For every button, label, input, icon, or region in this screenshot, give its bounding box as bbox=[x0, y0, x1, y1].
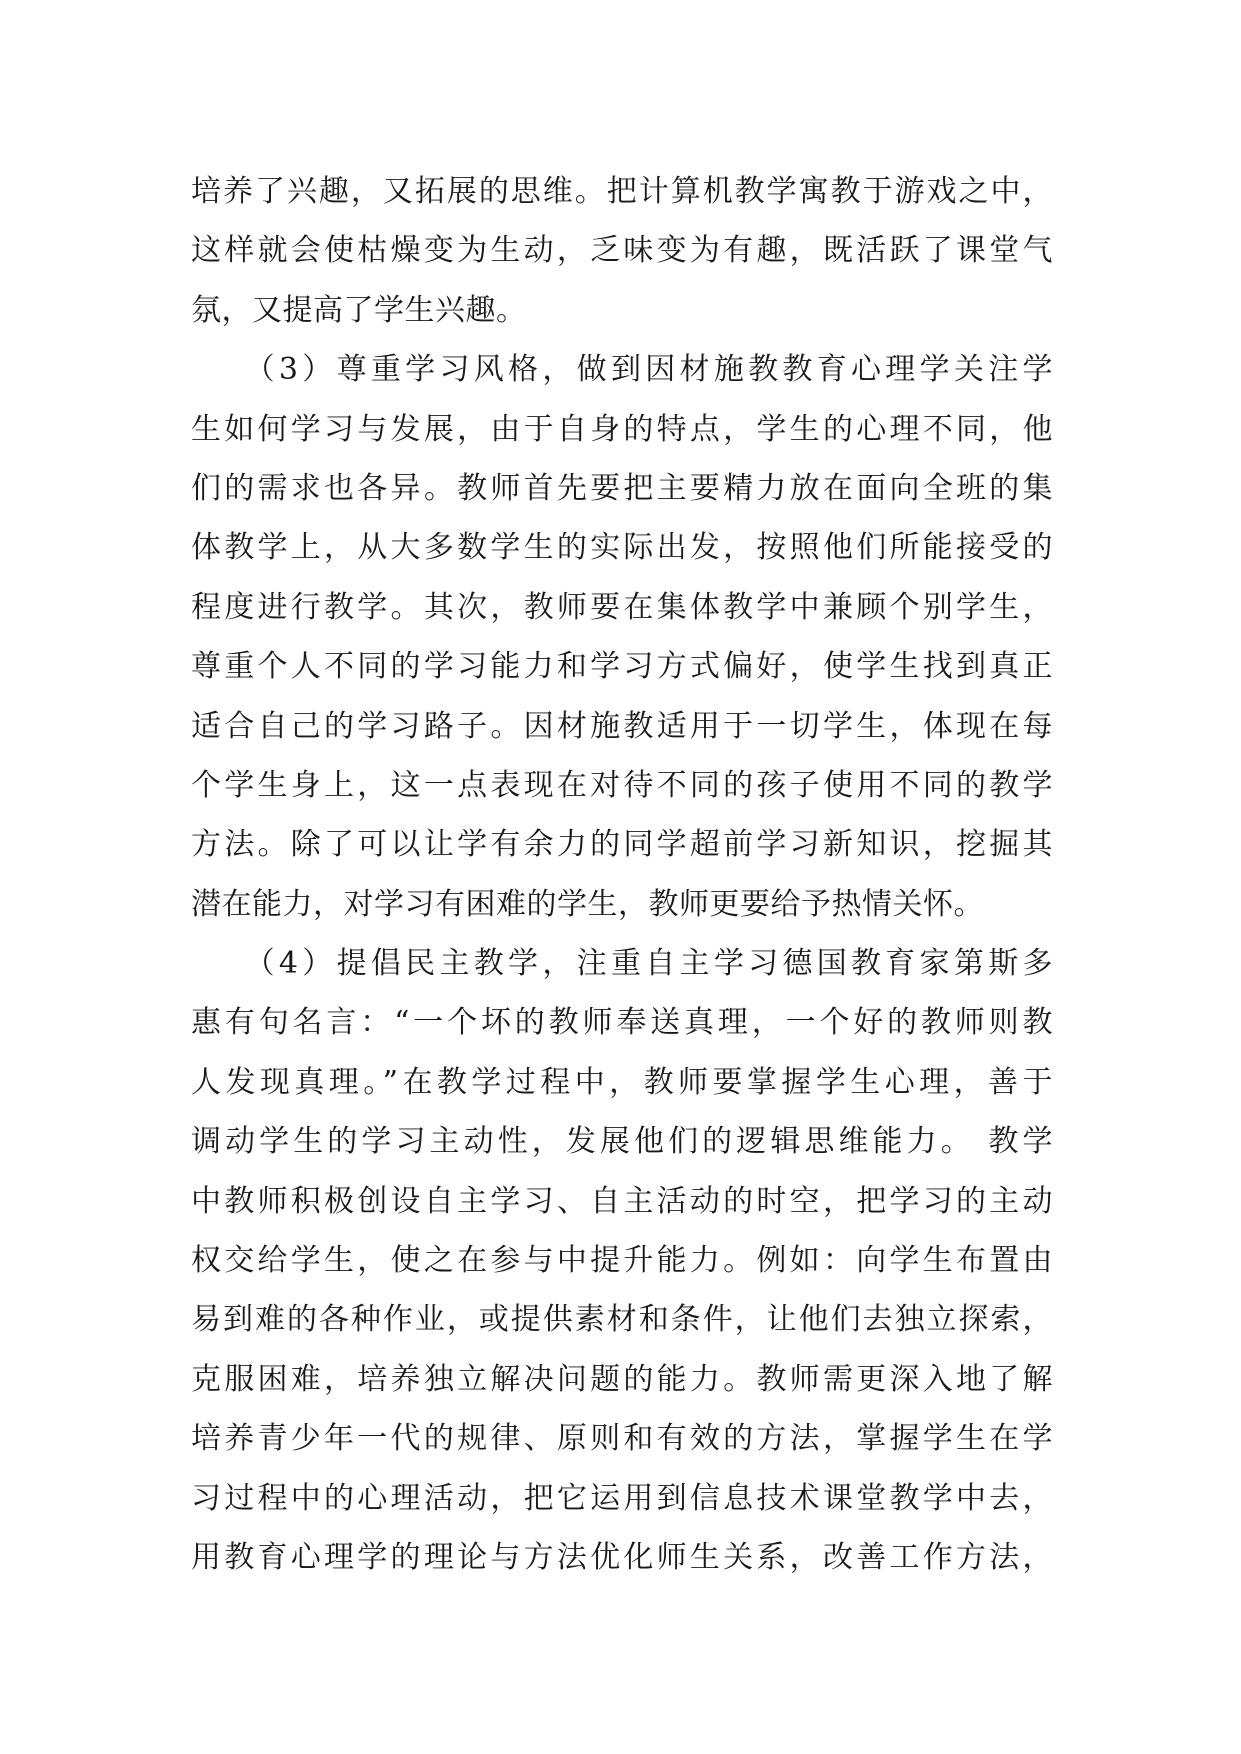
text-line: 用教育心理学的理论与方法优化师生关系，改善工作方法， bbox=[191, 1539, 1053, 1575]
text-line: 个学生身上，这一点表现在对待不同的孩子使用不同的教学 bbox=[191, 767, 1053, 803]
text-line: 易到难的各种作业，或提供素材和条件，让他们去独立探索， bbox=[191, 1302, 1053, 1338]
text-line: 们的需求也各异。教师首先要把主要精力放在面向全班的集 bbox=[191, 470, 1053, 506]
text-line: 权交给学生，使之在参与中提升能力。例如：向学生布置由 bbox=[191, 1243, 1053, 1279]
text-line: 潜在能力，对学习有困难的学生，教师更要给予热情关怀。 bbox=[191, 886, 984, 922]
text-line: 调动学生的学习主动性，发展他们的逻辑思维能力。 教学 bbox=[191, 1124, 1053, 1160]
text-line: 克服困难，培养独立解决问题的能力。教师需更深入地了解 bbox=[191, 1361, 1053, 1397]
text-line: （4）提倡民主教学，注重自主学习德国教育家第斯多 bbox=[191, 946, 1053, 982]
text-line: 惠有句名言：“一个坏的教师奉送真理，一个好的教师则教 bbox=[191, 1005, 1053, 1041]
text-line: 这样就会使枯燥变为生动，乏味变为有趣，既活跃了课堂气 bbox=[191, 233, 1053, 269]
text-line: 生如何学习与发展，由于自身的特点，学生的心理不同，他 bbox=[191, 411, 1053, 447]
text-line: 习过程中的心理活动，把它运用到信息技术课堂教学中去， bbox=[191, 1480, 1053, 1516]
text-line: 适合自己的学习路子。因材施教适用于一切学生，体现在每 bbox=[191, 708, 1053, 744]
text-line: 体教学上，从大多数学生的实际出发，按照他们所能接受的 bbox=[191, 530, 1053, 566]
text-line: 培养了兴趣，又拓展的思维。把计算机教学寓教于游戏之中， bbox=[191, 174, 1053, 209]
body-text bbox=[191, 162, 1053, 1587]
text-line: 氛，又提高了学生兴趣。 bbox=[191, 292, 527, 328]
text-line: 培养青少年一代的规律、原则和有效的方法，掌握学生在学 bbox=[191, 1421, 1053, 1457]
text-line: 中教师积极创设自主学习、自主活动的时空，把学习的主动 bbox=[191, 1183, 1053, 1219]
text-line: 人发现真理。”在教学过程中，教师要掌握学生心理，善于 bbox=[191, 1064, 1053, 1100]
text-line: 尊重个人不同的学习能力和学习方式偏好，使学生找到真正 bbox=[191, 649, 1053, 685]
text-line: 方法。除了可以让学有余力的同学超前学习新知识，挖掘其 bbox=[191, 827, 1053, 863]
text-line: 程度进行教学。其次，教师要在集体教学中兼顾个别学生， bbox=[191, 589, 1053, 625]
text-line: （3）尊重学习风格，做到因材施教教育心理学关注学 bbox=[191, 352, 1053, 388]
